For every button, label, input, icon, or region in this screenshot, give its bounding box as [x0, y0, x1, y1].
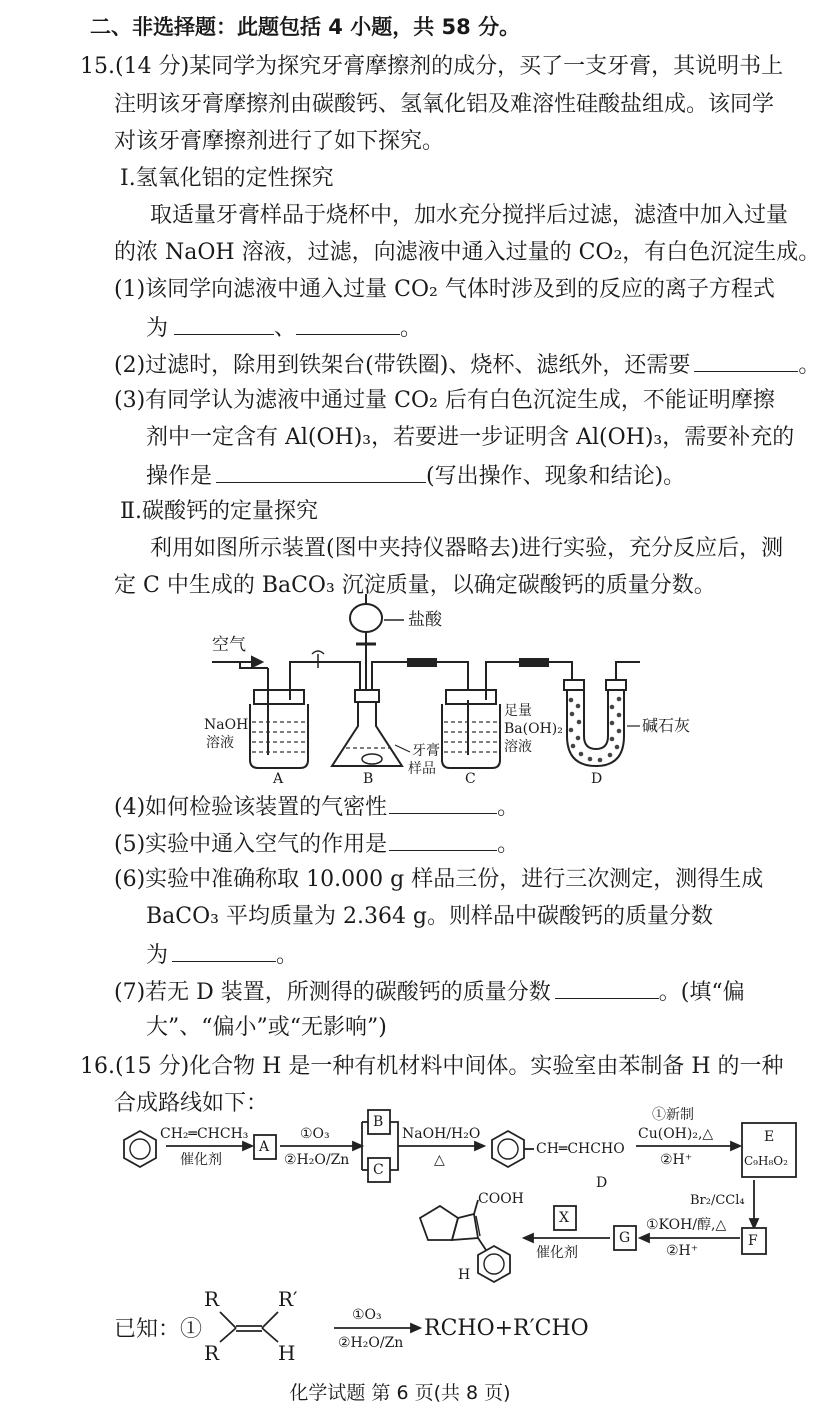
known-h: H [278, 1341, 296, 1365]
scheme-box-c-label: C [373, 1162, 384, 1178]
q15-7-line2: 大”、“偏小”或“无影响”) [146, 1015, 387, 1040]
q15-1-end: 。 [400, 316, 423, 341]
known-product: RCHO+R′CHO [424, 1316, 589, 1341]
q15-3-line2: 剂中一定含有 Al(OH)₃，若要进一步证明含 Al(OH)₃，需要补充的 [146, 425, 795, 450]
scheme-d-chain: CH═CHCHO [536, 1141, 625, 1157]
label-air: 空气 [212, 635, 246, 655]
q15-5-end: 。 [497, 832, 520, 857]
label-a: A [273, 771, 284, 787]
label-hcl: 盐酸 [408, 610, 442, 630]
q15-2-end: 。 [798, 353, 820, 378]
part1-p2: 的浓 NaOH 溶液，过滤，向滤液中通入过量的 CO₂，有白色沉淀生成。 [114, 240, 820, 265]
q15-line2: 注明该牙膏摩擦剂由碳酸钙、氢氧化铝及难溶性硅酸盐组成。该同学 [114, 92, 775, 117]
scheme-box-g-label: G [619, 1230, 631, 1246]
known-ozone-2: ②H₂O/Zn [338, 1335, 404, 1351]
scheme-reagent-propene: CH₂═CHCH₃ [160, 1126, 249, 1142]
scheme-e-formula: C₉H₈O₂ [744, 1154, 788, 1168]
q15-4-end: 。 [497, 795, 520, 820]
q15-7-text: (7)若无 D 装置，所测得的碳酸钙的质量分数 [114, 980, 551, 1005]
scheme-cooh: COOH [478, 1191, 524, 1207]
q15-6-prefix: 为 [146, 943, 169, 968]
q15-number: 15. [80, 54, 115, 79]
q15-1-prefix: 为 [146, 316, 169, 341]
page-footer: 化学试题 第 6 页(共 8 页) [289, 1382, 511, 1404]
part1-p1: 取适量牙膏样品于烧杯中，加水充分搅拌后过滤，滤渣中加入过量 [150, 203, 789, 228]
part1-title: Ⅰ.氢氧化铝的定性探究 [120, 166, 334, 191]
scheme-box-e-label: E [764, 1129, 775, 1145]
scheme-naoh: NaOH/H₂O [402, 1126, 481, 1142]
q16-number: 16. [80, 1054, 115, 1079]
scheme-box-f-label: F [748, 1233, 758, 1249]
label-paste-2: 样品 [408, 761, 436, 777]
label-soda-lime: 碱石灰 [642, 716, 691, 735]
scheme-koh-1: ①KOH/醇,△ [646, 1217, 727, 1233]
q15-6-end: 。 [276, 943, 299, 968]
label-baoh-2: Ba(OH)₂ [504, 721, 563, 737]
scheme-catalyst: 催化剂 [180, 1152, 222, 1168]
q15-line3: 对该牙膏摩擦剂进行了如下探究。 [114, 129, 445, 154]
benzene-ring-icon [124, 1131, 156, 1167]
label-baoh-3: 溶液 [504, 739, 532, 755]
q16-line2: 合成路线如下： [114, 1091, 269, 1116]
label-c: C [465, 771, 476, 787]
q16-intro: (15 分)化合物 H 是一种有机材料中间体。实验室由苯制备 H 的一种 [115, 1054, 784, 1079]
q15-1-line1: (1)该同学向滤液中通入过量 CO₂ 气体时涉及到的反应的离子方程式 [114, 277, 775, 302]
known-r3: R′ [278, 1287, 298, 1311]
q15-6-line2: BaCO₃ 平均质量为 2.364 g。则样品中碳酸钙的质量分数 [146, 904, 714, 929]
scheme-cu-2: Cu(OH)₂,△ [638, 1126, 714, 1142]
scheme-label-h: H [458, 1267, 471, 1283]
scheme-heat: △ [434, 1152, 445, 1168]
q15-4-text: (4)如何检验该装置的气密性 [114, 795, 388, 820]
scheme-catalyst-2: 催化剂 [536, 1245, 578, 1261]
q15-3-suffix: (写出操作、现象和结论)。 [426, 464, 686, 489]
benzene-ring-h-icon [478, 1246, 510, 1282]
q15-6-line1: (6)实验中准确称取 10.000 g 样品三份，进行三次测定，测得生成 [114, 867, 764, 892]
q15-7-suffix: 。(填“偏 [658, 980, 745, 1005]
scheme-box-x-label: X [559, 1210, 569, 1226]
label-b: B [363, 771, 374, 787]
known-label: 已知：① [114, 1317, 203, 1342]
q15-intro: (14 分)某同学为探究牙膏摩擦剂的成分，买了一支牙膏，其说明书上 [115, 54, 784, 79]
scheme-label-d: D [596, 1175, 608, 1191]
scheme-box-b-label: B [373, 1114, 384, 1130]
known-r2: R [204, 1341, 220, 1365]
part2-title: Ⅱ.碳酸钙的定量探究 [120, 499, 318, 524]
known-r1: R [204, 1287, 220, 1311]
label-naoh-1: NaOH [204, 717, 249, 733]
scheme-cu-3: ②H⁺ [660, 1152, 693, 1168]
known-ozone-1: ①O₃ [352, 1307, 382, 1323]
part2-p1: 利用如图所示装置(图中夹持仪器略去)进行实验，充分反应后，测 [150, 536, 784, 561]
scheme-cu-1: ①新制 [652, 1107, 694, 1123]
label-paste-1: 牙膏 [412, 743, 440, 759]
label-baoh-1: 足量 [504, 703, 532, 719]
part2-p2: 定 C 中生成的 BaCO₃ 沉淀质量，以确定碳酸钙的质量分数。 [114, 573, 716, 598]
q15-2-text: (2)过滤时，除用到铁架台(带铁圈)、烧杯、滤纸外，还需要 [114, 353, 691, 378]
scheme-koh-2: ②H⁺ [666, 1243, 699, 1259]
scheme-br2: Br₂/CCl₄ [690, 1193, 745, 1208]
scheme-box-a-label: A [259, 1139, 270, 1155]
q15-3-prefix: 操作是 [146, 464, 213, 489]
cyclobutene-ring-icon [452, 1214, 478, 1240]
q15-5-text: (5)实验中通入空气的作用是 [114, 832, 388, 857]
scheme-ozone-2: ②H₂O/Zn [284, 1152, 350, 1168]
section-header: 二、非选择题：此题包括 4 小题，共 58 分。 [90, 15, 521, 39]
label-d: D [591, 771, 603, 787]
benzene-ring-d-icon [492, 1131, 524, 1167]
q15-1-sep: 、 [274, 316, 297, 341]
label-naoh-2: 溶液 [206, 735, 234, 751]
cyclopentane-ring-icon [420, 1206, 458, 1240]
q15-3-line1: (3)有同学认为滤液中通过量 CO₂ 后有白色沉淀生成，不能证明摩擦 [114, 388, 775, 413]
scheme-ozone-1: ①O₃ [300, 1126, 330, 1142]
